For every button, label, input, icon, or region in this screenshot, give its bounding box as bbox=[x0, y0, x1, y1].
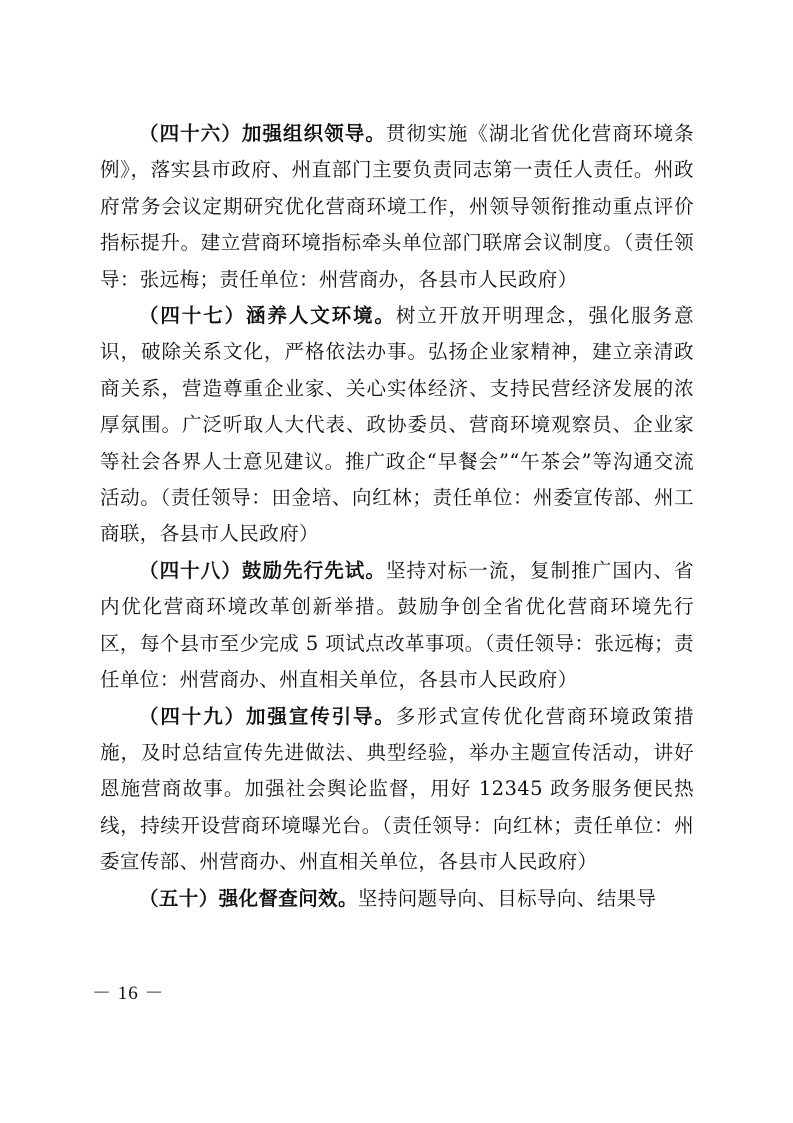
paragraph-text: 坚持问题导向、目标导向、结果导 bbox=[357, 886, 657, 910]
paragraph-heading: （四十六）加强组织领导。 bbox=[139, 122, 386, 145]
paragraph-heading: （四十九）加强宣传引导。 bbox=[139, 704, 396, 728]
paragraph-text: 坚持对标一流，复制推广国内、省内优化营商环境改革创新举措。鼓励争创全省优化营商环境先行区，每个县市至少完成 5 项试点改革事项。（责任领导：张远梅；责任单位：州营商办、州直相关单位，各县市人民政府） bbox=[100, 558, 694, 692]
document-body bbox=[100, 116, 694, 917]
page-number: － 16 － bbox=[92, 983, 165, 1004]
paragraph-text: 贯彻实施《湖北省优化营商环境条例》，落实县市政府、州直部门主要负责同志第一责任人责任。州政府常务会议定期研究优化营商环境工作，州领导领衔推动重点评价指标提升。建立营商环境指标牵头单位部门联席会议制度。（责任领导：张远梅；责任单位：州营商办，各县市人民政府） bbox=[100, 122, 694, 291]
paragraph-48 bbox=[100, 553, 694, 699]
paragraph-heading: （四十八）鼓励先行先试。 bbox=[139, 558, 386, 582]
paragraph-text: 多形式宣传优化营商环境政策措施，及时总结宣传先进做法、典型经验，举办主题宣传活动，讲好恩施营商故事。加强社会舆论监督，用好 12345 政务服务便民热线，持续开设营商环境曝光台。（责任领导：向红林；责任单位：州委宣传部、州营商办、州直相关单位，各县市人民政府） bbox=[100, 704, 694, 874]
paragraph-47 bbox=[100, 298, 694, 553]
paragraph-text: 树立开放开明理念，强化服务意识，破除关系文化，严格依法办事。弘扬企业家精神，建立亲清政商关系，营造尊重企业家、关心实体经济、支持民营经济发展的浓厚氛围。广泛听取人大代表、政协委员、营商环境观察员、企业家等社会各界人士意见建议。推广政企“早餐会”“午茶会”等沟通交流活动。（责任领导：田金培、向红林；责任单位：州委宣传部、州工商联，各县市人民政府） bbox=[100, 304, 694, 546]
paragraph-50 bbox=[100, 881, 694, 917]
paragraph-heading: （五十）强化督查问效。 bbox=[139, 886, 358, 910]
paragraph-46 bbox=[100, 116, 694, 298]
paragraph-heading: （四十七）涵养人文环境。 bbox=[139, 304, 396, 328]
paragraph-49 bbox=[100, 699, 694, 881]
